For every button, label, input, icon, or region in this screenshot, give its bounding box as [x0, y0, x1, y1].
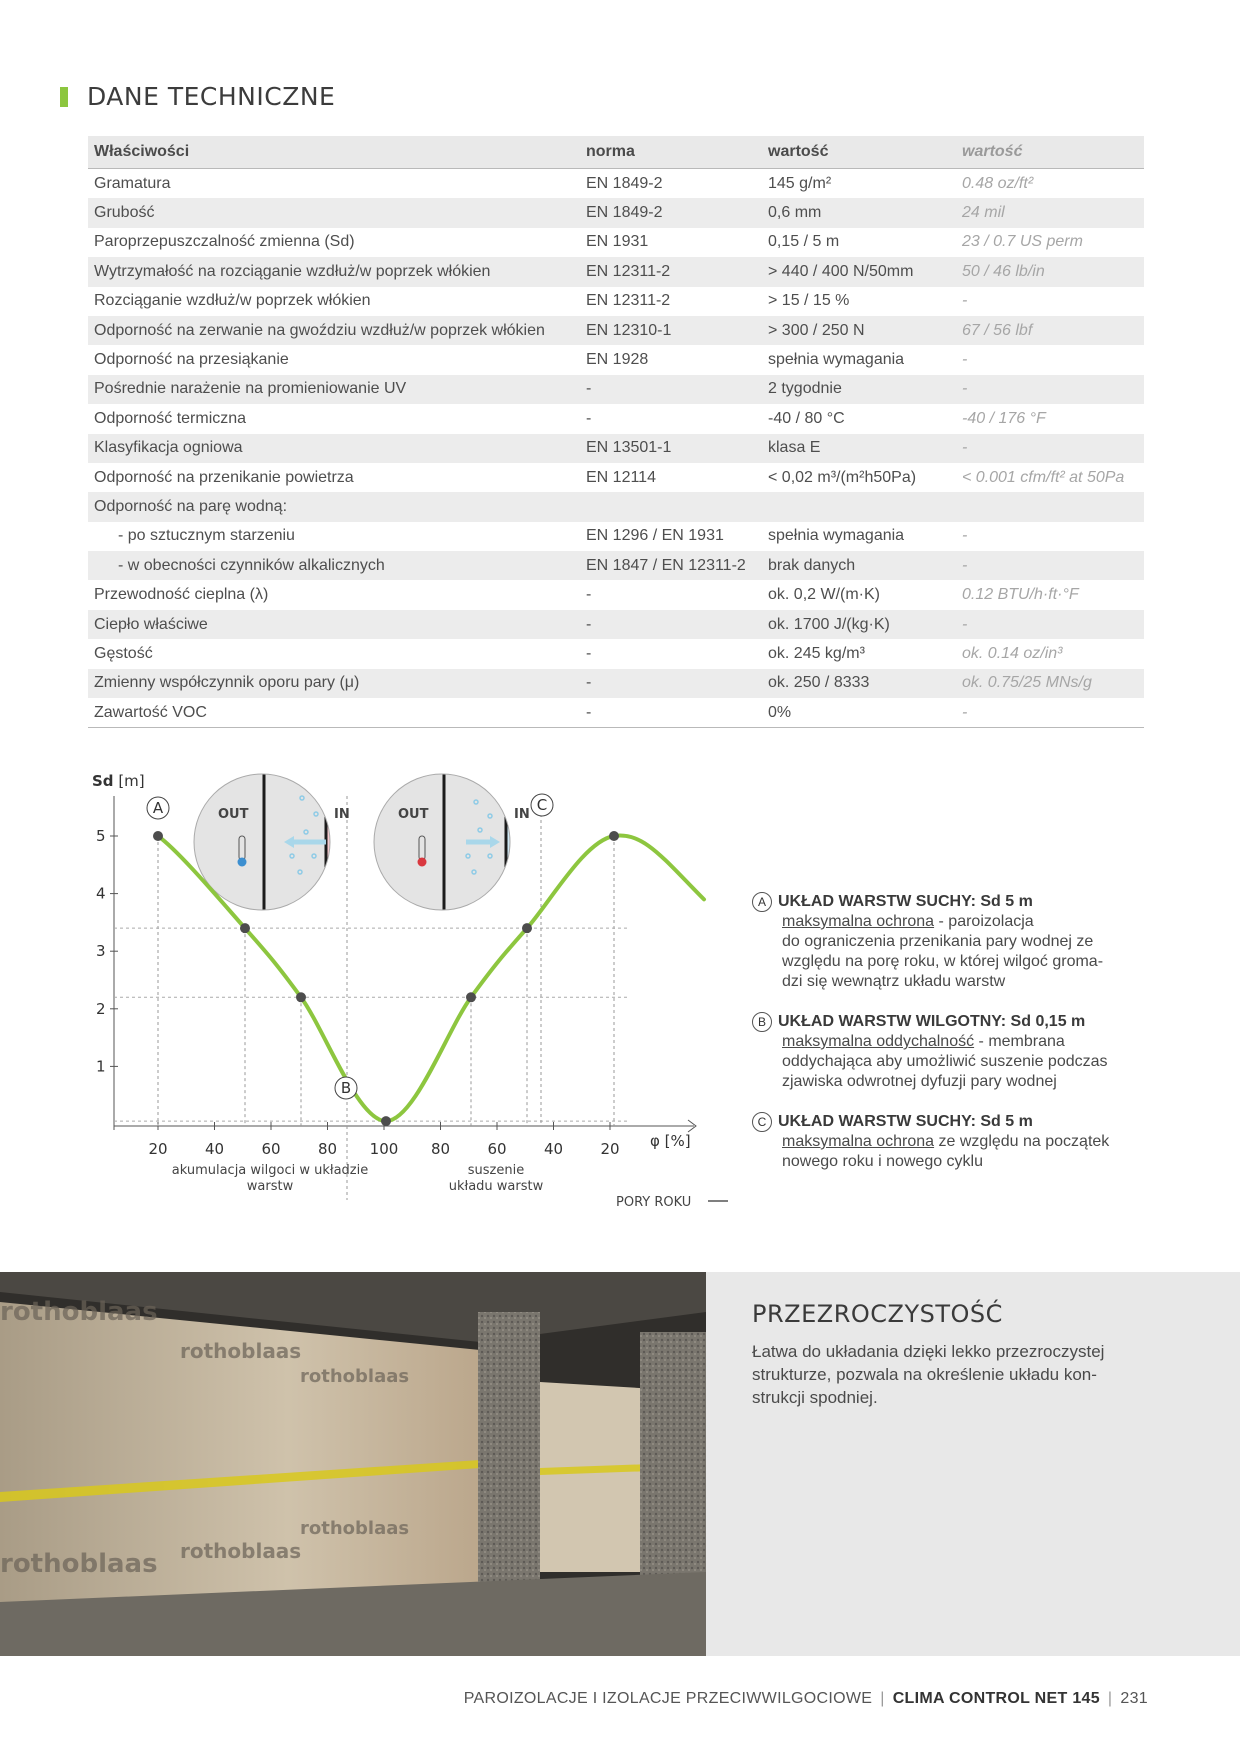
- cell-value-metric: 145 g/m²: [768, 174, 832, 192]
- cell-value-metric: > 440 / 400 N/50mm: [762, 257, 956, 286]
- cell-value-imperial: -: [956, 610, 1144, 639]
- cell-property: Paroprzepuszczalność zmienna (Sd): [94, 233, 355, 251]
- legend-text: - membrana: [974, 1033, 1065, 1050]
- transparency-title: PRZEZROCZYSTOŚĆ: [752, 1300, 1003, 1328]
- brand-print: rothoblaas: [180, 1539, 302, 1563]
- cell-value-imperial: [956, 492, 1144, 521]
- table-row: [88, 169, 1144, 199]
- table-row: [88, 434, 1144, 463]
- cell-property: Klasyfikacja ogniowa: [88, 434, 580, 463]
- cell-norm: EN 1849-2: [586, 174, 663, 192]
- caption-drying-2: układu warstw: [448, 1179, 544, 1194]
- table-row: [88, 463, 1144, 492]
- caption-accumulation-1: akumulacja wilgoci w układzie: [171, 1163, 369, 1178]
- data-point: [609, 831, 619, 841]
- legend-letter: C: [752, 1112, 772, 1132]
- cell-norm: EN 12311-2: [586, 292, 671, 310]
- cell-norm: EN 1849-2: [580, 198, 762, 227]
- cell-value-imperial: -: [962, 292, 968, 310]
- y-tick-label: 5: [96, 827, 106, 845]
- cell-value-metric: ok. 1700 J/(kg·K): [762, 610, 956, 639]
- page-number: 231: [1120, 1690, 1148, 1707]
- cell-value-metric: 0,15 / 5 m: [768, 233, 840, 251]
- cell-norm: -: [586, 586, 592, 604]
- legend-heading: [752, 892, 1152, 912]
- table-row: [88, 698, 1144, 728]
- table-row: [88, 316, 1144, 345]
- cell-value-imperial: -: [956, 698, 1144, 728]
- cell-value-metric: klasa E: [762, 434, 956, 463]
- table-row: [88, 580, 1144, 609]
- brand-print: rothoblaas: [300, 1518, 410, 1539]
- brand-print: rothoblaas: [300, 1366, 410, 1387]
- cell-value-metric: 2 tygodnie: [762, 375, 956, 404]
- cell-value-metric: -40 / 80 °C: [768, 409, 845, 427]
- out-label: OUT: [398, 807, 429, 822]
- table-row: [88, 228, 1144, 257]
- cell-value-imperial: 67 / 56 lbf: [956, 316, 1144, 345]
- cell-norm: EN 1296 / EN 1931: [586, 527, 724, 545]
- cell-property: Odporność na zerwanie na gwoździu wzdłuż/w poprzek włókien: [88, 316, 580, 345]
- cell-norm: EN 12311-2: [580, 257, 762, 286]
- cell-norm: EN 12114: [586, 468, 656, 486]
- legend-letter: A: [752, 892, 772, 912]
- cell-property: Pośrednie narażenie na promieniowanie UV: [88, 375, 580, 404]
- legend-body: [752, 1132, 1152, 1172]
- out-label: OUT: [218, 807, 249, 822]
- cell-value-imperial: 0.48 oz/ft²: [962, 174, 1034, 192]
- cell-property: Przewodność cieplna (λ): [94, 586, 269, 604]
- legend-item-a: [752, 892, 1152, 992]
- legend-item-b: [752, 1012, 1152, 1092]
- table-row: [88, 345, 1144, 374]
- cell-value-imperial: 50 / 46 lb/in: [956, 257, 1144, 286]
- caption-accumulation-2: warstw: [246, 1179, 294, 1194]
- cell-value-metric: > 15 / 15 %: [768, 292, 850, 310]
- legend-link-text: maksymalna ochrona: [782, 1133, 935, 1150]
- x-axis-label: φ [%]: [650, 1132, 691, 1150]
- side-panel: [706, 1272, 1240, 1656]
- cell-property: Zawartość VOC: [88, 698, 580, 728]
- legend-letter: B: [752, 1012, 772, 1032]
- transparency-line: Łatwa do układania dzięki lekko przezroczystej: [752, 1342, 1105, 1361]
- x-tick-label: 40: [204, 1140, 225, 1158]
- cell-value-imperial: 23 / 0.7 US perm: [962, 233, 1083, 251]
- table-row: [88, 257, 1144, 286]
- cell-property: Wytrzymałość na rozciąganie wzdłuż/w poprzek włókien: [88, 257, 580, 286]
- transparency-line: strukcji spodniej.: [752, 1388, 878, 1407]
- cell-norm: -: [580, 669, 762, 698]
- heading-text: DANE TECHNICZNE: [87, 82, 336, 111]
- brand-print: rothoblaas: [0, 1297, 158, 1327]
- cell-value-metric: [762, 492, 956, 521]
- legend-item-c: [752, 1112, 1152, 1172]
- footer-category: PAROIZOLACJE I IZOLACJE PRZECIWWILGOCIOWE: [463, 1690, 873, 1707]
- point-letter: B: [340, 1079, 352, 1097]
- cell-value-imperial: -: [962, 351, 968, 369]
- cell-norm: EN 1931: [586, 233, 649, 251]
- y-tick-label: 4: [96, 884, 106, 903]
- cell-value-imperial: < 0.001 cfm/ft² at 50Pa: [962, 468, 1125, 486]
- cell-value-metric: > 300 / 250 N: [762, 316, 956, 345]
- cell-property: Rozciąganie wzdłuż/w poprzek włókien: [94, 292, 371, 310]
- legend-body: [752, 912, 1152, 992]
- data-point: [466, 992, 476, 1002]
- table-row: [88, 610, 1144, 639]
- cell-value-imperial: -: [956, 375, 1144, 404]
- data-point: [522, 923, 532, 933]
- sd-humidity-chart: [88, 760, 728, 1240]
- x-tick-label: 20: [600, 1140, 620, 1158]
- brand-print: rothoblaas: [180, 1339, 302, 1363]
- data-point: [296, 992, 306, 1002]
- table-row: [88, 639, 1144, 668]
- footer-product: CLIMA CONTROL NET 145: [892, 1690, 1100, 1707]
- x-tick-label: 60: [487, 1140, 507, 1158]
- cell-property: Odporność na parę wodną:: [88, 492, 580, 521]
- x-tick-label: 20: [148, 1140, 168, 1158]
- summer-diagram: [368, 770, 546, 920]
- point-letter: A: [152, 799, 164, 817]
- cell-value-metric: ok. 245 kg/m³: [768, 644, 865, 662]
- cell-value-imperial: ok. 0.75/25 MNs/g: [956, 669, 1144, 698]
- table-header-row: [88, 136, 1144, 169]
- cell-value-imperial: -: [962, 527, 968, 545]
- cell-property: Odporność na przesiąkanie: [94, 351, 289, 369]
- cell-value-imperial: ok. 0.14 oz/in³: [962, 644, 1063, 662]
- cell-property: Odporność termiczna: [94, 409, 247, 427]
- table-row: [88, 404, 1144, 433]
- heading-accent-bar: [60, 87, 68, 107]
- section-heading: [60, 82, 335, 111]
- cell-value-metric: spełnia wymagania: [768, 527, 905, 545]
- cell-value-metric: spełnia wymagania: [768, 351, 905, 369]
- cell-value-imperial: -: [956, 551, 1144, 580]
- cell-norm: -: [586, 644, 592, 662]
- table-row: [88, 669, 1144, 698]
- table-row: [88, 287, 1144, 316]
- in-label: IN: [514, 807, 530, 822]
- data-point: [153, 831, 163, 841]
- legend-body: [752, 1032, 1152, 1092]
- legend-line: oddychająca aby umożliwić suszenie podczas: [782, 1053, 1108, 1070]
- cell-property: Gęstość: [94, 644, 153, 662]
- legend-title: UKŁAD WARSTW SUCHY: Sd 5 m: [778, 1113, 1033, 1130]
- brand-print: rothoblaas: [0, 1549, 158, 1579]
- cell-norm: -: [580, 698, 762, 728]
- legend-link-text: maksymalna ochrona: [782, 913, 935, 930]
- table-row: [88, 551, 1144, 580]
- cell-value-imperial: -40 / 176 °F: [962, 409, 1046, 427]
- legend-title: UKŁAD WARSTW WILGOTNY: Sd 0,15 m: [778, 1013, 1086, 1030]
- cell-norm: EN 12310-1: [580, 316, 762, 345]
- header-property: Właściwości: [88, 136, 580, 169]
- x-ticks: [148, 1122, 619, 1158]
- table-row: [88, 492, 1144, 521]
- cell-norm: -: [586, 409, 592, 427]
- cell-value-metric: < 0,02 m³/(m²h50Pa): [768, 468, 917, 486]
- x-tick-label: 80: [317, 1140, 338, 1158]
- y-axis-label: Sd [m]: [92, 772, 145, 790]
- legend-link-text: maksymalna oddychalność: [782, 1033, 975, 1050]
- seasons-label: PORY ROKU: [616, 1195, 692, 1210]
- cell-value-metric: ok. 0,2 W/(m·K): [768, 586, 881, 604]
- table-row: [88, 522, 1144, 551]
- winter-diagram: [188, 770, 366, 920]
- data-point: [240, 923, 250, 933]
- cell-value-metric: 0,6 mm: [762, 198, 956, 227]
- legend-heading: [752, 1012, 1152, 1032]
- x-tick-label: 40: [543, 1140, 564, 1158]
- cell-value-metric: brak danych: [762, 551, 956, 580]
- in-label: IN: [334, 807, 350, 822]
- installation-photo: [0, 1272, 706, 1656]
- y-tick-label: 2: [96, 999, 106, 1018]
- cell-property: Gramatura: [94, 174, 171, 192]
- transparency-text: [752, 1340, 1152, 1409]
- header-norm: norma: [580, 136, 762, 169]
- cell-value-imperial: -: [956, 434, 1144, 463]
- legend-text: ze względu na początek: [934, 1133, 1110, 1150]
- data-point: [381, 1116, 391, 1126]
- cool-side: [506, 770, 546, 920]
- transparency-line: strukturze, pozwala na określenie układu kon-: [752, 1365, 1097, 1384]
- header-value-metric: wartość: [762, 136, 956, 169]
- cell-property: Zmienny współczynnik oporu pary (μ): [88, 669, 580, 698]
- header-value-imperial: wartość: [956, 136, 1144, 169]
- cell-norm: EN 13501-1: [580, 434, 762, 463]
- cell-value-metric: ok. 250 / 8333: [762, 669, 956, 698]
- legend-heading: [752, 1112, 1152, 1132]
- legend-title: UKŁAD WARSTW SUCHY: Sd 5 m: [778, 893, 1033, 910]
- cell-property: Grubość: [88, 198, 580, 227]
- table-row: [88, 198, 1144, 227]
- cell-value-metric: 0%: [762, 698, 956, 728]
- page-footer: PAROIZOLACJE I IZOLACJE PRZECIWWILGOCIOWE | CLIMA CONTROL NET 145 | 231: [463, 1690, 1148, 1707]
- legend-line: zjawiska odwrotnej dyfuzji pary wodnej: [782, 1073, 1057, 1090]
- cell-norm: EN 1847 / EN 12311-2: [580, 551, 762, 580]
- legend-line: do ograniczenia przenikania pary wodnej ze: [782, 933, 1094, 950]
- caption-drying-1: suszenie: [467, 1163, 525, 1178]
- cell-norm: -: [580, 610, 762, 639]
- cell-value-imperial: 24 mil: [956, 198, 1144, 227]
- legend-text: - paroizolacja: [934, 913, 1034, 930]
- technical-data-table: [88, 136, 1144, 728]
- cell-property: Ciepło właściwe: [88, 610, 580, 639]
- cell-value-imperial: 0.12 BTU/h·ft·°F: [962, 586, 1079, 604]
- x-tick-label: 80: [430, 1140, 451, 1158]
- cell-property: - w obecności czynników alkalicznych: [88, 551, 580, 580]
- cell-property: - po sztucznym starzeniu: [118, 527, 295, 545]
- legend-line: dzi się wewnątrz układu warstw: [782, 973, 1006, 990]
- x-tick-label: 60: [261, 1140, 281, 1158]
- y-ticks: [96, 827, 118, 1075]
- legend-line: względu na porę roku, w której wilgoć groma-: [782, 953, 1104, 970]
- point-letter: C: [536, 796, 548, 814]
- cell-norm: -: [580, 375, 762, 404]
- table-row: [88, 375, 1144, 404]
- cell-norm: EN 1928: [586, 351, 649, 369]
- cell-norm: [580, 492, 762, 521]
- y-tick-label: 1: [96, 1057, 106, 1076]
- legend-line: nowego roku i nowego cyklu: [782, 1153, 984, 1170]
- warm-side: [326, 770, 366, 920]
- x-tick-label: 100: [369, 1140, 399, 1158]
- cell-property: Odporność na przenikanie powietrza: [94, 468, 354, 486]
- y-tick-label: 3: [96, 942, 106, 961]
